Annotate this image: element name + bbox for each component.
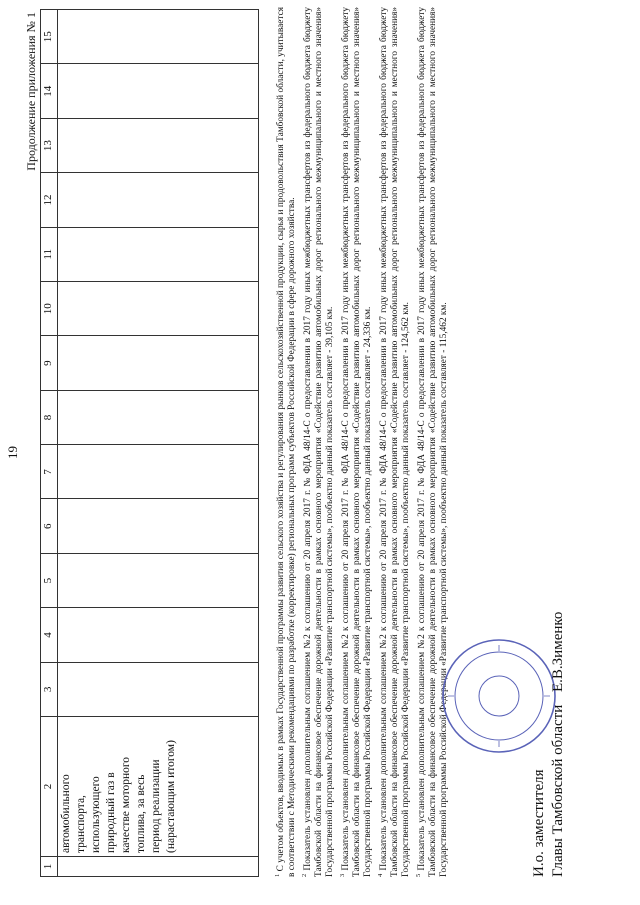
footnote-text: С учетом объектов, вводимых в рамках Государственной программы развития сельского хозяйства и регулирования рынков сельскохозяйственной продукции, сырья и продовольствия Тамбовской области, учитывается в соответствии с Методическими рекомендациями по разработке (корректировке) региональных программ субъектов Российской Федерации в сфере дорожного хозяйства. — [276, 6, 298, 877]
table-row — [58, 10, 259, 877]
footnote — [337, 7, 375, 877]
indicator-line: топлива, за весь — [135, 774, 147, 853]
footnote-mark: 4 — [376, 873, 384, 877]
column-header: 15 — [41, 10, 58, 65]
table-cell — [58, 118, 259, 172]
footnote-text: Показатель установлен дополнительным соглашением №2 к соглашению от 20 апреля 2017 г. № ФДА 48/14-С о предоставлении в 2017 году иных межбюджетных трансфертов из федерального бюджета бюджету Тамбовской области на финансовое обеспечение дорожной деятельности в рамках основного мероприятия «Содействие развитию автомобильных дорог регионального межмуниципального и местного значения» Государственной программы Российской Федерации «Развитие транспортной системы», пообъектно данный показатель составляет - 39,105 км. — [302, 6, 336, 877]
indicator-name-cell — [58, 717, 259, 857]
column-header: 4 — [41, 608, 58, 662]
signer-position-line1: И.о. заместителя — [531, 769, 547, 877]
signature-block — [530, 457, 568, 877]
footnote-text: Показатель установлен дополнительным соглашением №2 к соглашению от 20 апреля 2017 г. № ФДА 48/14-С о предоставлении в 2017 году иных межбюджетных трансфертов из федерального бюджета бюджету Тамбовской области на финансовое обеспечение дорожной деятельности в рамках основного мероприятия «Содействие развитию автомобильных дорог регионального межмуниципального и местного значения» Государственной программы Российской Федерации «Развитие транспортной системы», пообъектно данный показатель составляет - 115,462 км. — [416, 6, 450, 877]
footnote-text: Показатель установлен дополнительным соглашением №2 к соглашению от 20 апреля 2017 г. № ФДА 48/14-С о предоставлении в 2017 году иных межбюджетных трансфертов из федерального бюджета бюджету Тамбовской области на финансовое обеспечение дорожной деятельности в рамках основного мероприятия «Содействие развитию автомобильных дорог регионального межмуниципального и местного значения» Государственной программы Российской Федерации «Развитие транспортной системы», пообъектно данный показатель составляет - 124,562 км. — [378, 6, 412, 877]
column-header: 6 — [41, 499, 58, 553]
column-header: 1 — [41, 857, 58, 877]
table-header-row — [41, 10, 58, 877]
table-cell — [58, 173, 259, 227]
table-cell — [58, 662, 259, 716]
table-cell — [58, 64, 259, 118]
column-header: 10 — [41, 282, 58, 336]
table-cell — [58, 227, 259, 281]
footnote-mark: 5 — [414, 873, 422, 877]
indicator-line: природный газ в — [105, 772, 117, 853]
indicator-line: период реализации — [150, 759, 162, 853]
column-header: 2 — [41, 717, 58, 857]
page-number: 19 — [5, 446, 20, 459]
signer-position-line2: Главы Тамбовской области — [550, 704, 566, 877]
column-header: 9 — [41, 336, 58, 390]
table-cell — [58, 336, 259, 390]
table-cell — [58, 608, 259, 662]
footnote — [299, 7, 337, 877]
table-cell — [58, 445, 259, 499]
continuation-label: Продолжение приложения № 1 — [24, 12, 38, 171]
footnote-mark: 3 — [338, 873, 346, 877]
indicators-table — [40, 9, 259, 877]
footnote-mark: 2 — [300, 873, 308, 877]
indicator-line: автомобильного — [60, 774, 72, 853]
table-cell — [58, 10, 259, 65]
footnote — [375, 7, 413, 877]
footnote-mark: 1 — [274, 873, 281, 877]
column-header: 14 — [41, 64, 58, 118]
indicator-line: качестве моторного — [120, 756, 132, 853]
column-header: 12 — [41, 173, 58, 227]
column-header: 7 — [41, 445, 58, 499]
footnote — [272, 7, 299, 877]
table-cell — [58, 390, 259, 444]
table-cell — [58, 553, 259, 607]
footnotes — [272, 7, 451, 877]
signer-name: Е.В.Зименко — [550, 611, 566, 692]
table-cell — [58, 857, 259, 877]
table-cell — [58, 282, 259, 336]
column-header: 8 — [41, 390, 58, 444]
indicator-line: использующего — [90, 776, 102, 853]
table-cell — [58, 499, 259, 553]
footnote-text: Показатель установлен дополнительным соглашением №2 к соглашению от 20 апреля 2017 г. № ФДА 48/14-С о предоставлении в 2017 году иных межбюджетных трансфертов из федерального бюджета бюджету Тамбовской области на финансовое обеспечение дорожной деятельности в рамках основного мероприятия «Содействие развитию автомобильных дорог регионального межмуниципального и местного значения» Государственной программы Российской Федерации «Развитие транспортной системы», пообъектно данный показатель составляет - 24,336 км. — [340, 6, 374, 877]
indicator-line: транспорта, — [75, 795, 87, 853]
column-header: 3 — [41, 662, 58, 716]
column-header: 5 — [41, 553, 58, 607]
indicator-line: (нарастающим итогом) — [165, 740, 177, 853]
column-header: 11 — [41, 227, 58, 281]
column-header: 13 — [41, 118, 58, 172]
